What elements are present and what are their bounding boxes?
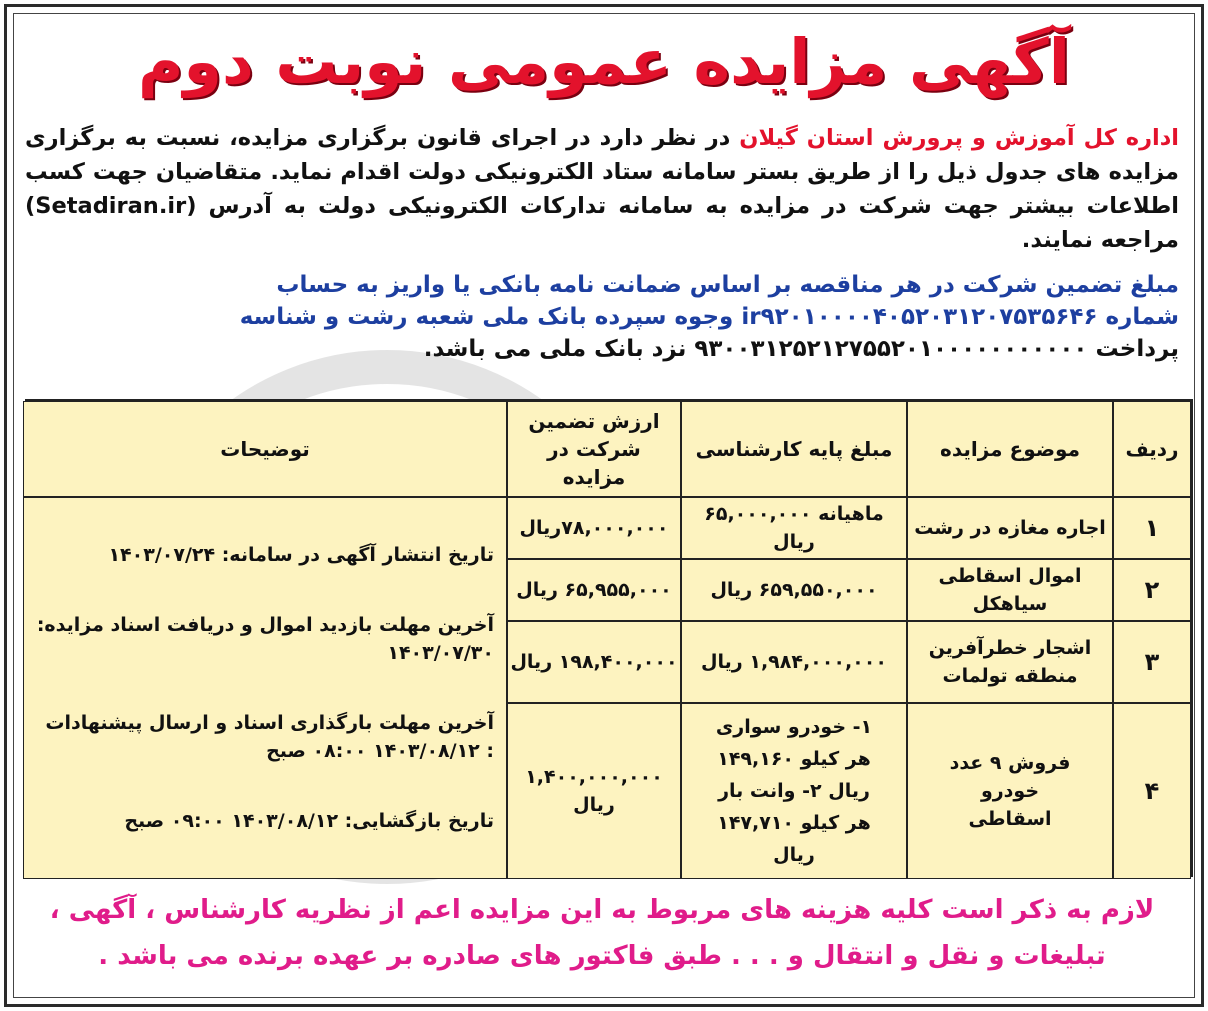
row-1-guarantee: ۷۸,۰۰۰,۰۰۰ریال bbox=[507, 497, 681, 559]
guarantee-line-3: پرداخت ۹۳۰۰۳۱۲۵۲۱۲۷۵۵۲۰۱۰۰۰۰۰۰۰۰۰۰۰ نزد بانک ملی می باشد. bbox=[423, 336, 1179, 362]
guarantee-line-2: شماره ir۹۲۰۱۰۰۰۰۴۰۵۲۰۳۱۲۰۷۵۳۵۶۴۶ وجوه سپرده بانک ملی شعبه رشت و شناسه bbox=[239, 304, 1179, 330]
row-2-subject: اموال اسقاطی سیاهکل bbox=[907, 559, 1113, 621]
row-4-base-price: ۱- خودرو سواری هر کیلو ۱۴۹,۱۶۰ ریال ۲- وانت بار هر کیلو ۱۴۷,۷۱۰ ریال bbox=[681, 703, 907, 879]
row-3-guarantee: ۱۹۸,۴۰۰,۰۰۰ ریال bbox=[507, 621, 681, 703]
header-base-price: مبلغ پایه کارشناسی bbox=[681, 401, 907, 497]
row-1-no: ۱ bbox=[1113, 497, 1191, 559]
organization-name: اداره کل آموزش و پرورش استان گیلان bbox=[739, 125, 1179, 151]
notice-title: آگهی مزایده عمومی نوبت دوم bbox=[138, 25, 1070, 98]
header-subject: موضوع مزایده bbox=[907, 401, 1113, 497]
row-2-no: ۲ bbox=[1113, 559, 1191, 621]
note-opening-date: تاریخ بازگشایی: ۱۴۰۳/۰۸/۱۲ ۰۹:۰۰ صبح bbox=[124, 810, 494, 832]
row-4-subject: فروش ۹ عدد خودرو اسقاطی bbox=[907, 703, 1113, 879]
row-4-no: ۴ bbox=[1113, 703, 1191, 879]
row-1-base-price: ماهیانه ۶۵,۰۰۰,۰۰۰ ریال bbox=[681, 497, 907, 559]
row-3-no: ۳ bbox=[1113, 621, 1191, 703]
guarantee-line-1: مبلغ تضمین شرکت در هر مناقصه بر اساس ضمانت نامه بانکی یا واریز به حساب bbox=[276, 272, 1179, 298]
note-submit-deadline: آخرین مهلت بارگذاری اسناد و ارسال پیشنهادات : ۱۴۰۳/۰۸/۱۲ ۰۸:۰۰ صبح bbox=[45, 712, 494, 762]
note-publish-date: تاریخ انتشار آگهی در سامانه: ۱۴۰۳/۰۷/۲۴ bbox=[108, 544, 494, 566]
row-2-base-price: ۶۵۹,۵۵۰,۰۰۰ ریال bbox=[681, 559, 907, 621]
row-1-subject: اجاره مغازه در رشت bbox=[907, 497, 1113, 559]
header-row-no: ردیف bbox=[1113, 401, 1191, 497]
header-notes: توضیحات bbox=[23, 401, 507, 497]
row-4-guarantee: ۱,۴۰۰,۰۰۰,۰۰۰ ریال bbox=[507, 703, 681, 879]
auction-table bbox=[25, 399, 1193, 877]
row-3-base-price: ۱,۹۸۴,۰۰۰,۰۰۰ ریال bbox=[681, 621, 907, 703]
row-2-guarantee: ۶۵,۹۵۵,۰۰۰ ریال bbox=[507, 559, 681, 621]
note-visit-deadline: آخرین مهلت بازدید اموال و دریافت اسناد مزایده: ۱۴۰۳/۰۷/۳۰ bbox=[36, 614, 494, 664]
notes-cell bbox=[23, 497, 507, 879]
row-3-subject: اشجار خطرآفرین منطقه تولمات bbox=[907, 621, 1113, 703]
header-guarantee: ارزش تضمین شرکت در مزایده bbox=[507, 401, 681, 497]
intro-text: در نظر دارد در اجرای قانون برگزاری مزایده، نسبت به برگزاری مزایده های جدول ذیل را از طریق بستر سامانه ستاد الکترونیکی دولت اقدام نماید. متقاضیان جهت کسب اطلاعات بیشتر جهت شرکت در مزایده به سامانه تدارکات الکترونیکی دولت به آدرس (Setadiran.ir) مراجعه نمایند. bbox=[25, 125, 1179, 253]
intro-paragraph bbox=[25, 121, 1179, 257]
guarantee-paragraph bbox=[25, 269, 1179, 365]
footer-note: لازم به ذکر است کلیه هزینه های مربوط به این مزایده اعم از نظریه کارشناس ، آگهی ، تبلیغات و نقل و انتقال و . . . طبق فاکتور های صادره بر عهده برنده می باشد . bbox=[49, 895, 1155, 971]
auction-notice-page bbox=[4, 4, 1204, 1007]
